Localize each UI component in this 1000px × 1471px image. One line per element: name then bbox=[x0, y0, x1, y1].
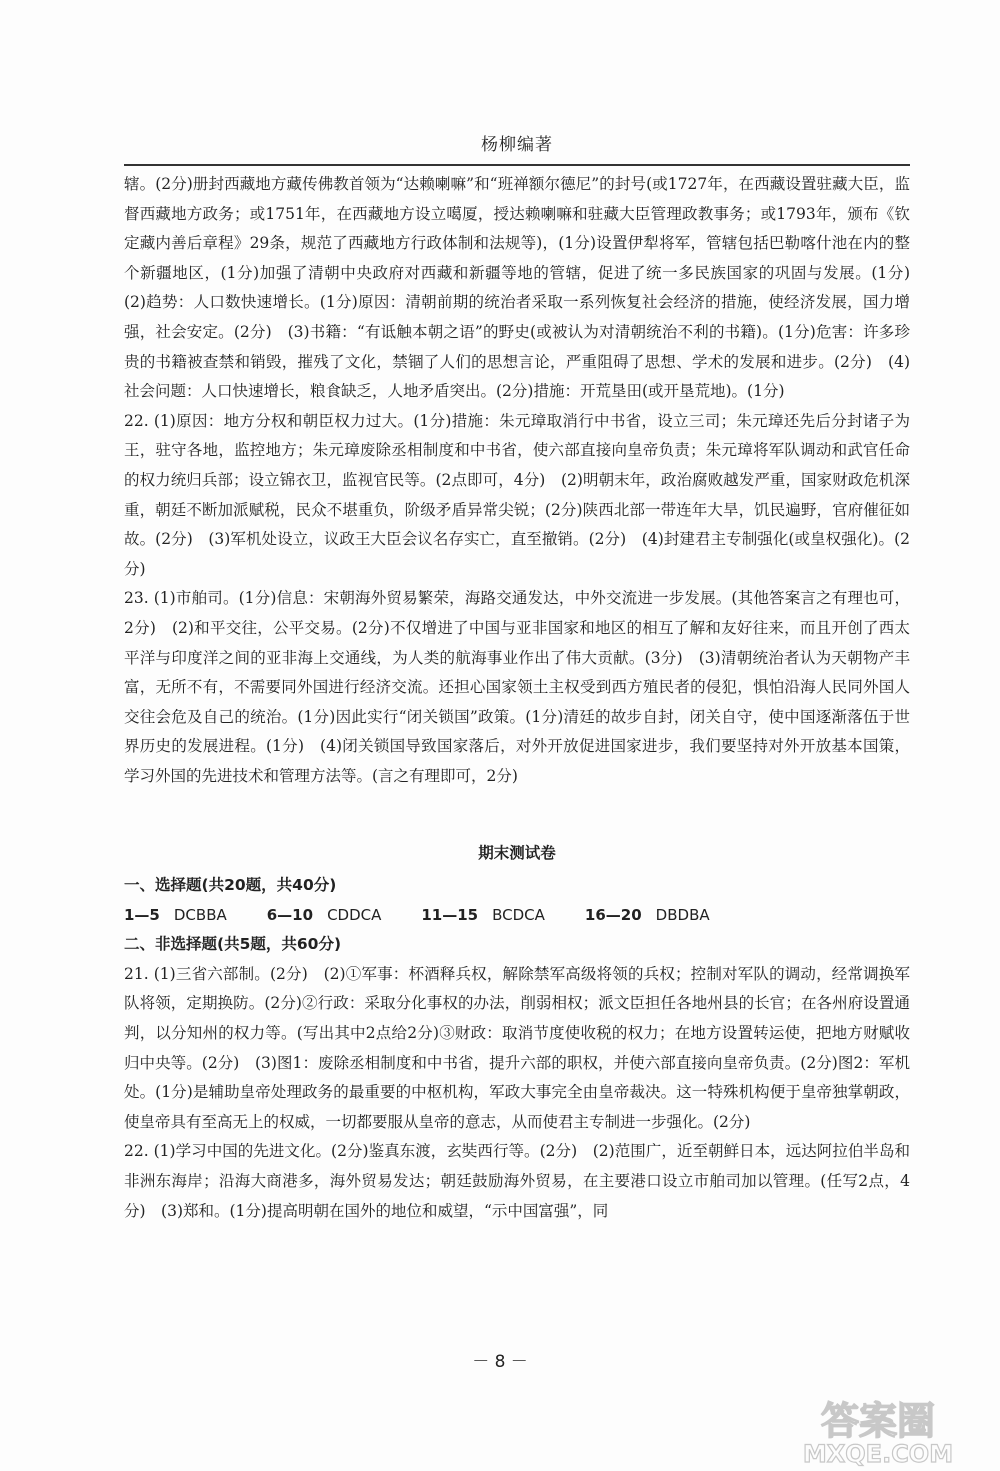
watermark-domain: MXQE.COM bbox=[802, 1440, 954, 1468]
part1-heading: 一、选择题(共20题，共40分) bbox=[124, 876, 337, 895]
answer-keys: BCDCA bbox=[492, 905, 545, 924]
part2-heading: 二、非选择题(共5题，共60分) bbox=[124, 935, 342, 954]
final-exam-title: 期末测试卷 bbox=[478, 844, 556, 863]
page-number: － 8 － bbox=[472, 1352, 528, 1372]
answer-group bbox=[124, 901, 227, 931]
paragraph-q23: 23. (1)市舶司。(1分)信息：宋朝海外贸易繁荣，海路交通发达，中外交流进一步发展。(其他答案言之有理也可，2分) (2)和平交往，公平交易。(2分)不仅增进了中国与亚非国家和地区的相互了解和友好往来，而且开创了西太平洋与印度洋之间的亚非海上交通线，为人类的航海事业作出了伟大贡献。(3分) (3)清朝统治者认为天朝物产丰富，无所不有，不需要同外国进行经济交流。还担心国家领土主权受到西方殖民者的侵犯，惧怕沿海人民同外国人交往会危及自己的统治。(1分)因此实行“闭关锁国”政策。(1分)清廷的故步自封，闭关自守，使中国逐渐落伍于世界历史的发展进程。(1分) (4)闭关锁国导致国家落后，对外开放促进国家进步，我们要坚持对外开放基本国策，学习外国的先进技术和管理方法等。(言之有理即可，2分) bbox=[124, 589, 910, 785]
answer-keys: DCBBA bbox=[173, 905, 227, 924]
watermark-logo bbox=[778, 1390, 978, 1468]
answer-range: 11—15 bbox=[421, 905, 479, 924]
paragraph-q22: 22. (1)原因：地方分权和朝臣权力过大。(1分)措施：朱元璋取消行中书省，设立三司；朱元璋还先后分封诸子为王，驻守各地，监控地方；朱元璋废除丞相制度和中书省，使六部直接向皇帝负责；朱元璋将军队调动和武官任命的权力统归兵部；设立锦衣卫，监视官民等。(2点即可，4分) (2)明朝末年，政治腐败越发严重，国家财政危机深重，朝廷不断加派赋税，民众不堪重负，阶级矛盾异常尖锐；(2分)陕西北部一带连年大旱，饥民遍野，官府催征如故。(2分) (3)军机处设立，议政王大臣会议名存实亡，直至撤销。(2分) (4)封建君主专制强化(或皇权强化)。(2分) bbox=[124, 411, 910, 578]
answer-keys: DBDBA bbox=[655, 905, 710, 924]
answer-range: 16—20 bbox=[584, 905, 642, 924]
answer-key-row bbox=[124, 901, 910, 931]
answer-keys: CDDCA bbox=[327, 905, 382, 924]
answer-group bbox=[585, 901, 710, 931]
paragraph-continued-answer: 辖。(2分)册封西藏地方藏传佛教首领为“达赖喇嘛”和“班禅额尔德尼”的封号(或1727年，在西藏设置驻藏大臣，监督西藏地方政务；或1751年，在西藏地方设立噶厦，授达赖喇嘛和驻藏大臣管理政教事务；或1793年，颁布《钦定藏内善后章程》29条，规范了西藏地方行政体制和法规等)，(1分)设置伊犁将军，管辖包括巴勒喀什池在内的整个新疆地区，(1分)加强了清朝中央政府对西藏和新疆等地的管辖，促进了统一多民族国家的巩固与发展。(1分) (2)趋势：人口数快速增长。(1分)原因：清朝前期的统治者采取一系列恢复社会经济的措施，使经济发展，国力增强，社会安定。(2分) (3)书籍：“有诋触本朝之语”的野史(或被认为对清朝统治不利的书籍)。(1分)危害：许多珍贵的书籍被查禁和销毁，摧残了文化，禁锢了人们的思想言论，严重阻碍了思想、学术的发展和进步。(2分) (4)社会问题：人口快速增长，粮食缺乏，人地矛盾突出。(2分)措施：开荒垦田(或开垦荒地)。(1分) bbox=[124, 175, 926, 401]
answer-group bbox=[267, 901, 382, 931]
answer-range: 6—10 bbox=[266, 905, 314, 924]
paragraph-final-q22: 22. (1)学习中国的先进文化。(2分)鉴真东渡，玄奘西行等。(2分) (2)范围广，近至朝鲜日本，远达阿拉伯半岛和非洲东海岸；沿海大商港多，海外贸易发达；朝廷鼓励海外贸易，在主要港口设立市舶司加以管理。(任写2点，4分) (3)郑和。(1分)提高明朝在国外的地位和威望，“示中国富强”，同 bbox=[124, 1142, 910, 1220]
answer-group bbox=[421, 901, 545, 931]
page-header-author: 杨柳编著 bbox=[481, 135, 553, 155]
page-content bbox=[124, 170, 926, 1226]
header-rule bbox=[124, 164, 910, 166]
watermark-text: 答案圈 bbox=[820, 1399, 936, 1443]
paragraph-final-q21: 21. (1)三省六部制。(2分) (2)①军事：杯酒释兵权，解除禁军高级将领的兵权；控制对军队的调动，经常调换军队将领，定期换防。(2分)②行政：采取分化事权的办法，削弱相权；派文臣担任各地州县的长官；在各州府设置通判，以分知州的权力等。(写出其中2点给2分)③财政：取消节度使收税的权力；在地方设置转运使，把地方财赋收归中央等。(2分) (3)图1：废除丞相制度和中书省，提升六部的职权，并使六部直接向皇帝负责。(2分)图2：军机处。(1分)是辅助皇帝处理政务的最重要的中枢机构，军政大事完全由皇帝裁决。这一特殊机构便于皇帝独掌朝政，使皇帝具有至高无上的权威，一切都要服从皇帝的意志，从而使君主专制进一步强化。(2分) bbox=[124, 964, 910, 1131]
answer-range: 1—5 bbox=[124, 905, 160, 924]
